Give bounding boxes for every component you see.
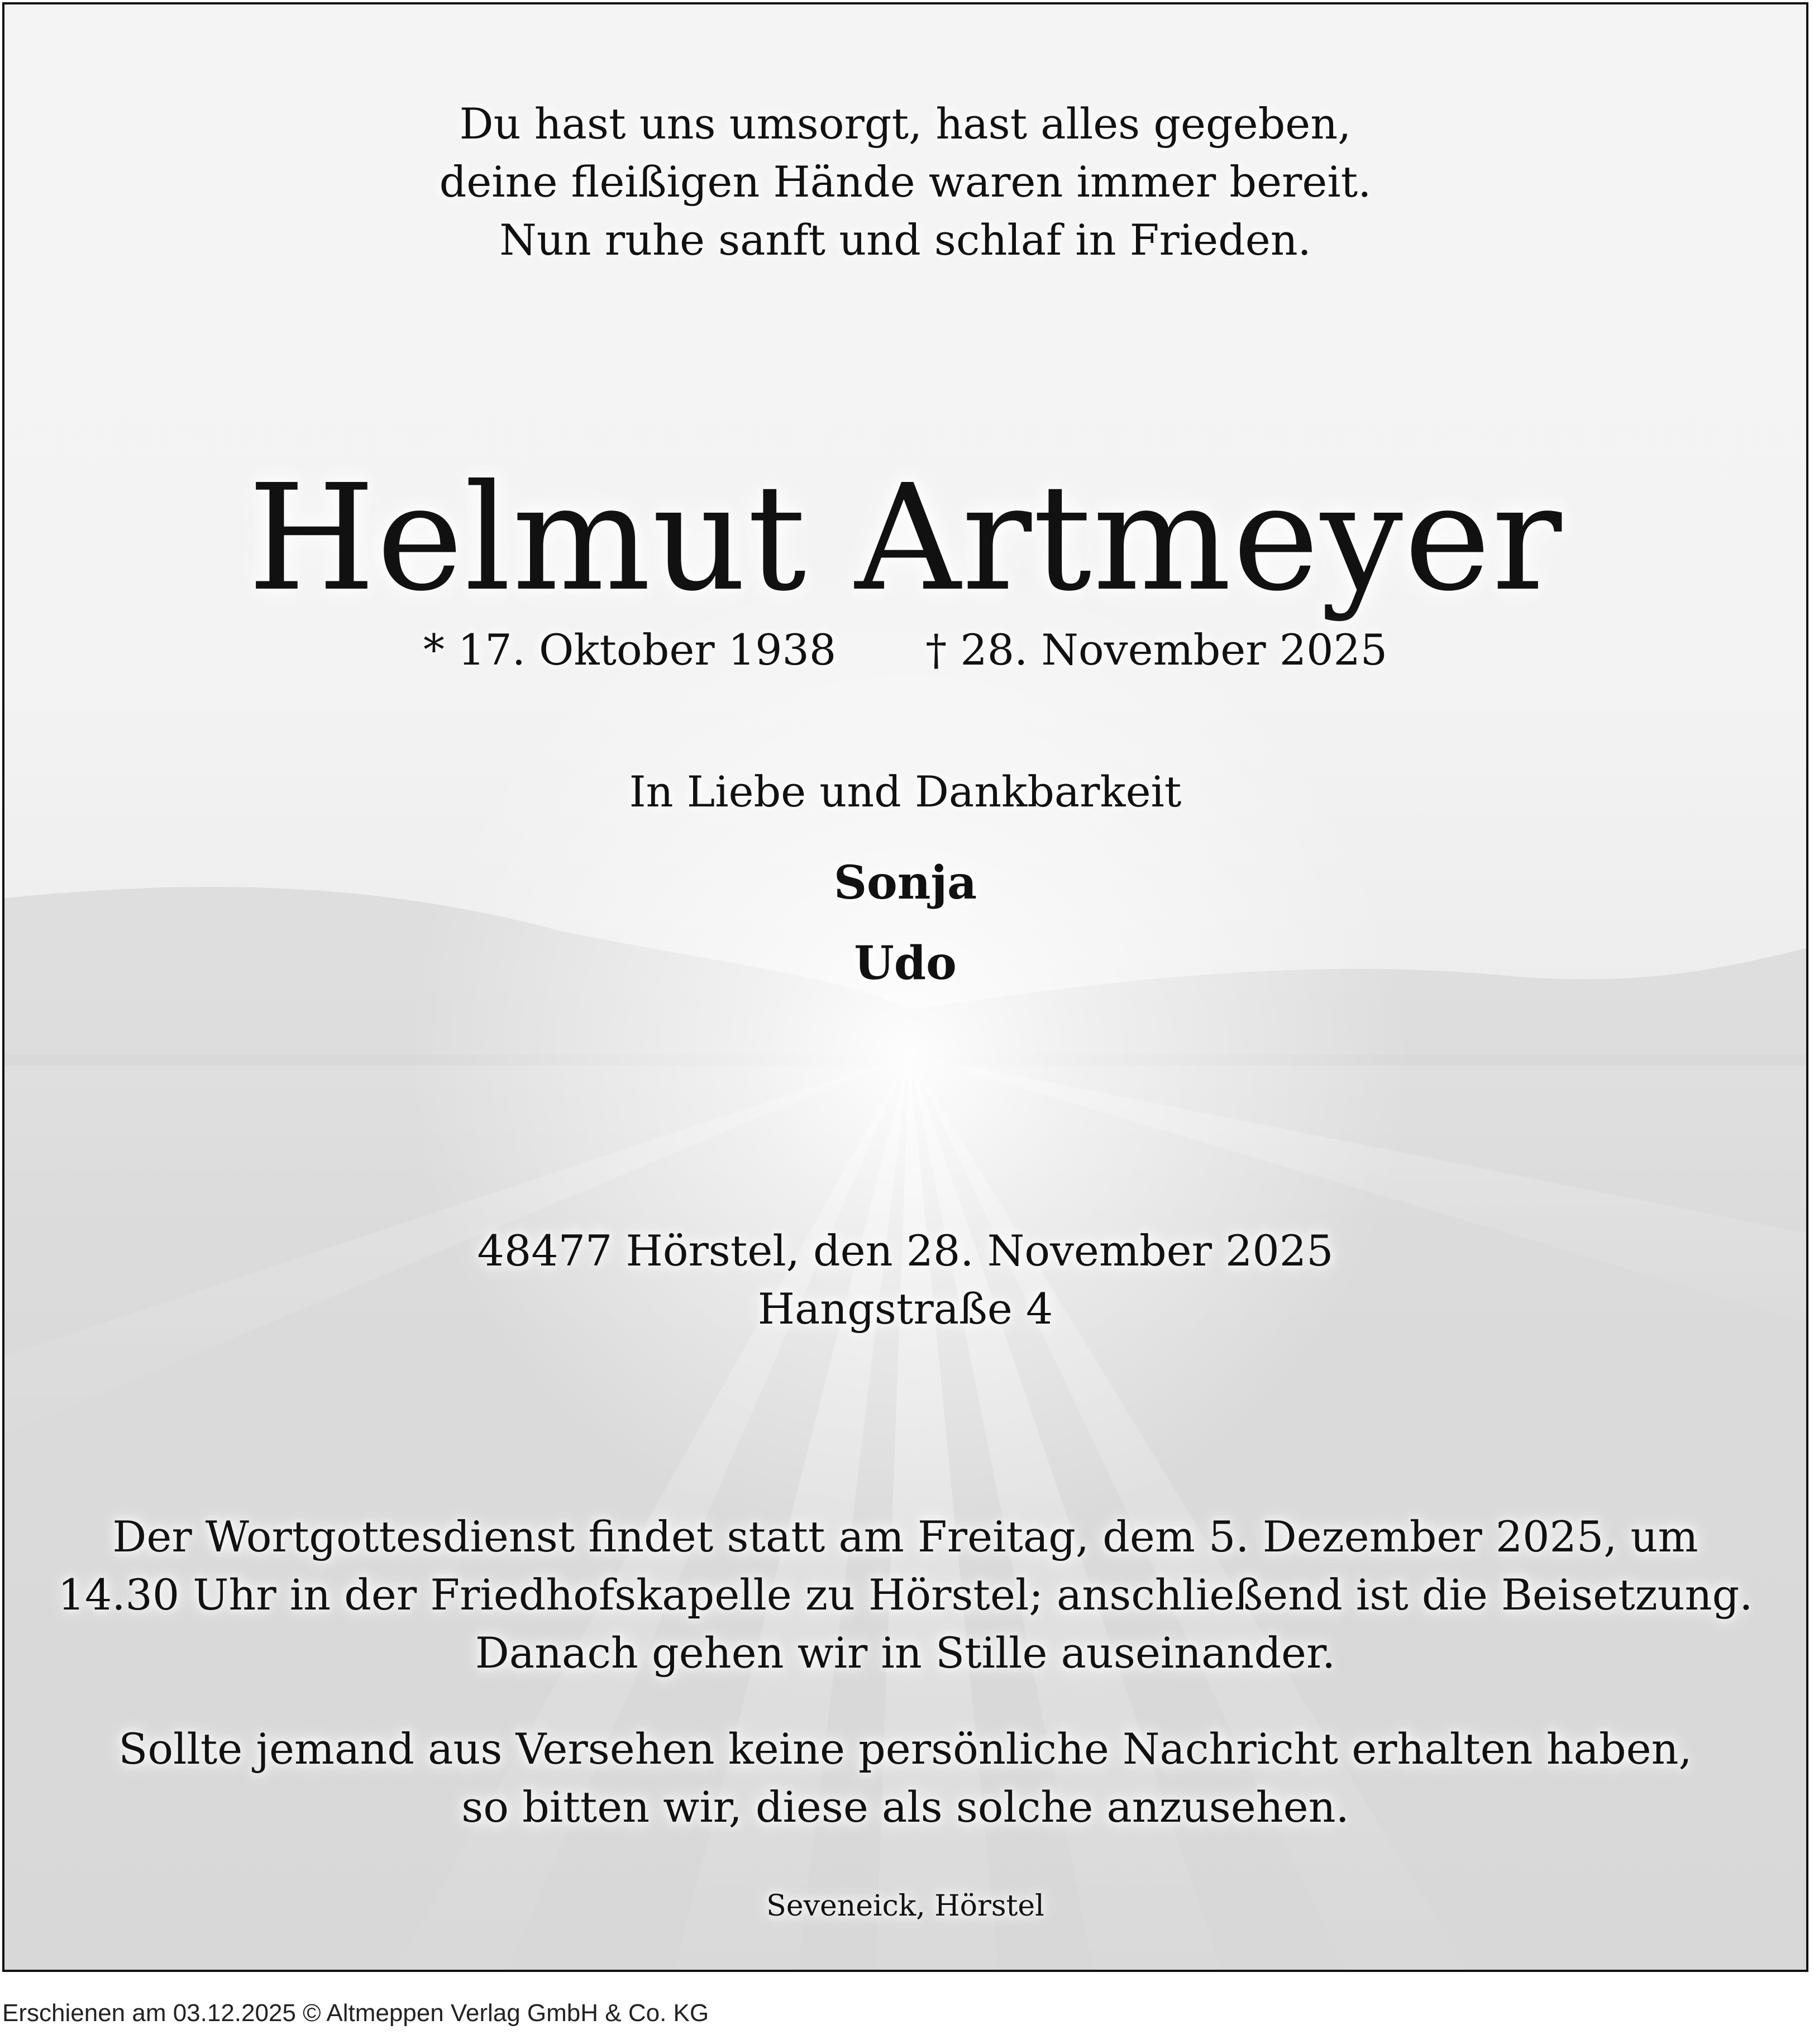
signature: Seveneick, Hörstel <box>766 1889 1044 1923</box>
service-line: Danach gehen wir in Stille auseinander. <box>475 1628 1336 1678</box>
street-address: Hangstraße 4 <box>757 1284 1053 1334</box>
poem-line: deine fleißigen Hände waren immer bereit. <box>439 157 1372 207</box>
service-line: 14.30 Uhr in der Friedhofskapelle zu Hörstel; anschließend ist die Beisetzung. <box>58 1570 1753 1620</box>
death-date: † 28. November 2025 <box>925 625 1388 675</box>
service-line: Der Wortgottesdienst findet statt am Freitag, dem 5. Dezember 2025, um <box>112 1512 1698 1561</box>
mourner-name: Sonja <box>833 856 977 910</box>
notice-line: so bitten wir, diese als solche anzusehen. <box>461 1782 1349 1832</box>
place-date: 48477 Hörstel, den 28. November 2025 <box>477 1226 1334 1276</box>
poem-line: Du hast uns umsorgt, hast alles gegeben, <box>459 99 1352 149</box>
mourner-name: Udo <box>854 937 957 990</box>
sun-glow <box>407 552 1412 1557</box>
notice-line: Sollte jemand aus Versehen keine persönliche Nachricht erhalten haben, <box>118 1724 1692 1774</box>
obituary-notice <box>2 2 1808 1972</box>
life-dates <box>4 621 1806 679</box>
poem-line: Nun ruhe sanft und schlaf in Frieden. <box>499 215 1311 265</box>
mourners-intro: In Liebe und Dankbarkeit <box>629 767 1182 816</box>
deceased-name: Helmut Artmeyer <box>247 453 1563 623</box>
publication-footer: Erschienen am 03.12.2025 © Altmeppen Verlag GmbH & Co. KG <box>2 1999 709 2027</box>
birth-date: * 17. Oktober 1938 <box>423 625 837 675</box>
